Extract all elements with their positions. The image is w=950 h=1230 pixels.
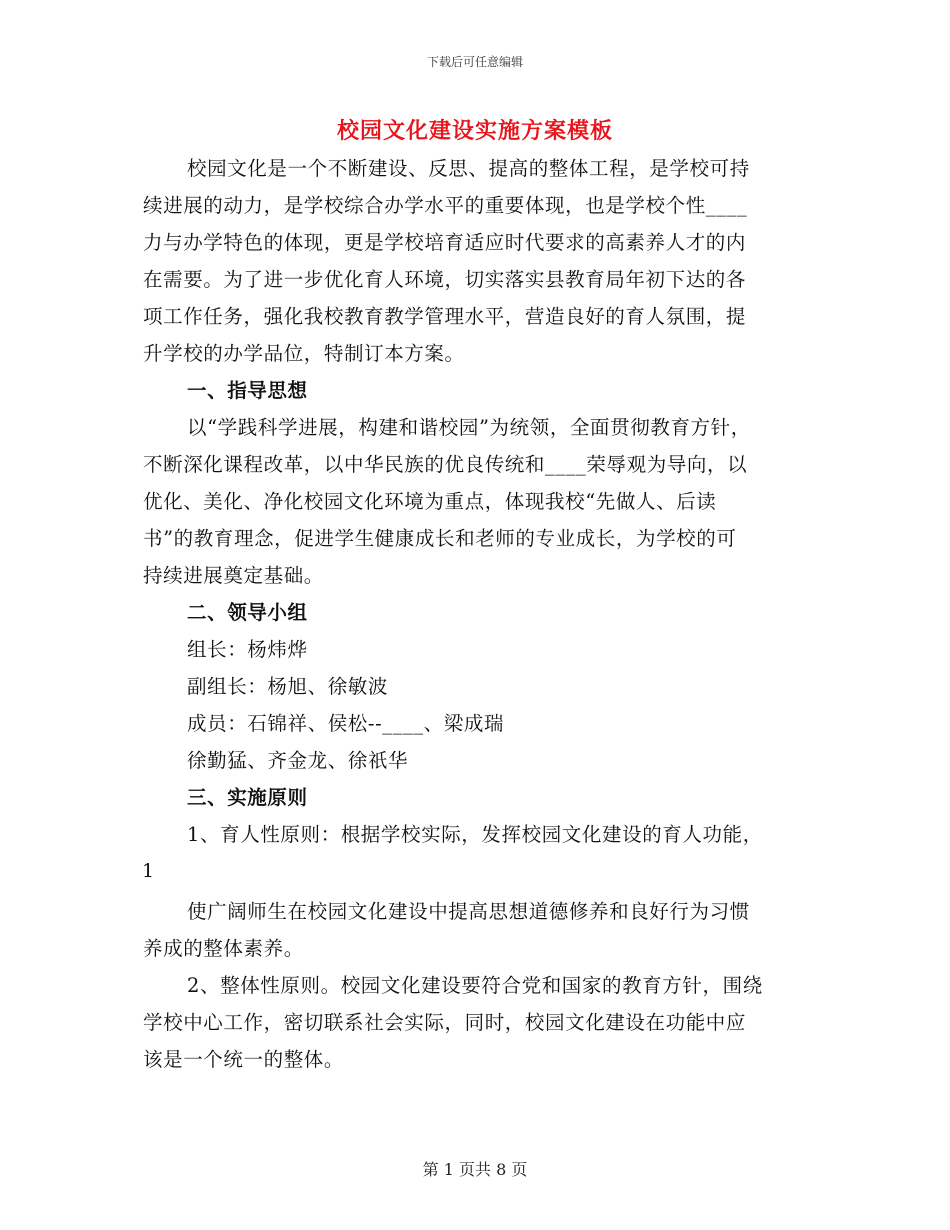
text-line: 优化、美化、净化校园文化环境为重点，体现我校“先做人、后读 — [143, 490, 717, 513]
section-heading: 三、实施原则 — [187, 786, 308, 809]
text-line: 学校中心工作，密切联系社会实际，同时，校园文化建设在功能中应 — [143, 1011, 747, 1034]
text-line: 以“学践科学进展，构建和谐校园”为统领，全面贯彻教育方针， — [187, 416, 751, 439]
text-line: 项工作任务，强化我校教育教学管理水平，营造良好的育人氛围，提 — [143, 305, 747, 328]
group-members-continued: 徐勤猛、齐金龙、徐祇华 — [187, 749, 409, 772]
principle-1-continued — [143, 893, 808, 967]
principle-2 — [143, 967, 808, 1078]
page-footer: 第 1 页共 8 页 — [422, 1160, 528, 1179]
text-line: 升学校的办学品位，特制订本方案。 — [143, 342, 465, 365]
text-line: 在需要。为了进一步优化育人环境，切实落实县教育局年初下达的各 — [143, 268, 747, 291]
text-line: 养成的整体素养。 — [143, 937, 304, 960]
text-line: 该是一个统一的整体。 — [143, 1048, 345, 1071]
section-principles — [143, 779, 808, 853]
text-line: 使广阔师生在校园文化建设中提高思想道德修养和良好行为习惯 — [187, 900, 750, 923]
page-header: 下载后可任意编辑 — [426, 55, 523, 69]
text-line: 不断深化课程改革，以中华民族的优良传统和____荣辱观为导向，以 — [143, 453, 748, 476]
text-line: 书”的教育理念，促进学生健康成长和老师的专业成长，为学校的可 — [143, 527, 737, 550]
text-line: 续进展的动力，是学校综合办学水平的重要体现，也是学校个性____ — [143, 194, 748, 217]
group-members: 成员：石锦祥、侯松--____、梁成瑞 — [187, 712, 505, 735]
group-leader: 组长：杨炜烨 — [187, 638, 308, 661]
intro-paragraph — [143, 150, 808, 372]
group-deputy: 副组长：杨旭、徐敏波 — [187, 675, 389, 698]
section-leadership-group — [143, 594, 808, 779]
section-heading: 一、指导思想 — [187, 379, 308, 402]
page-break-marker: 1 — [142, 860, 155, 882]
section-heading: 二、领导小组 — [187, 601, 308, 624]
text-line: 校园文化是一个不断建设、反思、提高的整体工程，是学校可持 — [187, 157, 750, 180]
text-line: 2、整体性原则。校园文化建设要符合党和国家的教育方针，围绕 — [187, 974, 763, 997]
text-line: 持续进展奠定基础。 — [143, 564, 324, 587]
text-line: 力与办学特色的体现，更是学校培育适应时代要求的高素养人才的内 — [143, 231, 747, 254]
document-title: 校园文化建设实施方案模板 — [336, 118, 613, 144]
section-guiding-ideology — [143, 372, 808, 594]
text-line: 1、育人性原则：根据学校实际，发挥校园文化建设的育人功能， — [187, 823, 763, 846]
